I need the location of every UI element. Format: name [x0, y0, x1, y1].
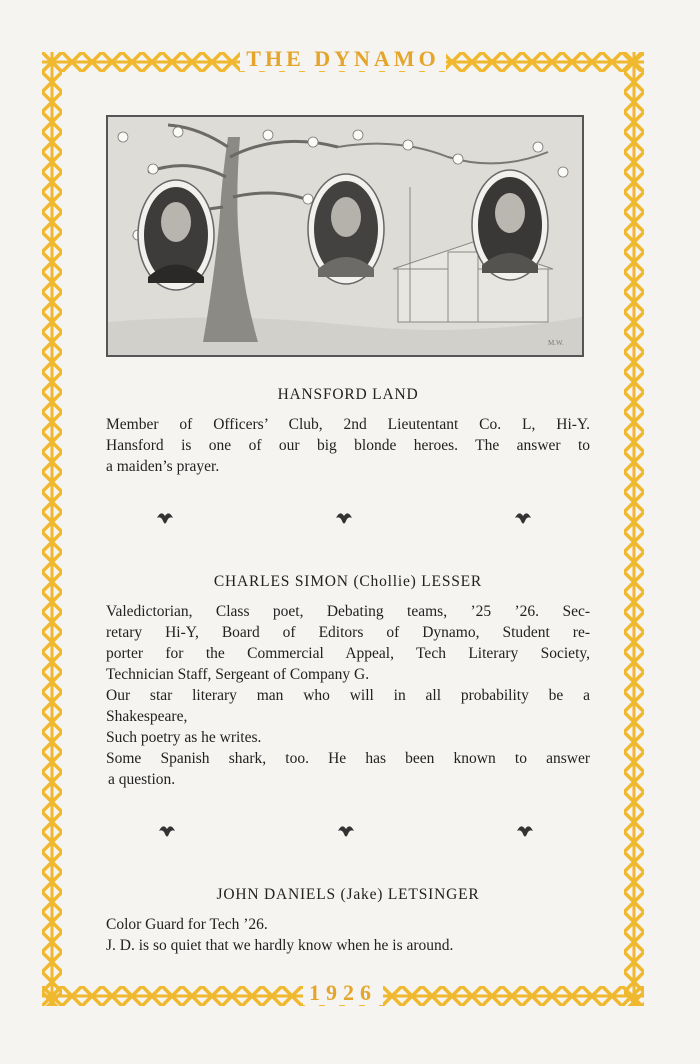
entry-line: J. D. is so quiet that we hardly know when he is around.	[106, 937, 454, 954]
footer-year: 1926	[303, 980, 383, 1005]
holly-ornament-icon	[513, 508, 533, 528]
border-right	[624, 52, 644, 1006]
entry-line: a maiden’s prayer.	[106, 458, 220, 475]
page-footer	[0, 980, 686, 1006]
holly-ornament-icon	[334, 508, 354, 528]
page-header	[0, 46, 686, 72]
holly-ornament-icon	[155, 508, 175, 528]
entry-line: retary Hi-Y, Board of Editors of Dynamo, Student re-	[106, 624, 590, 641]
entry-line: Technician Staff, Sergeant of Company G.	[106, 666, 370, 683]
entry-line: Such poetry as he writes.	[106, 729, 262, 746]
entry-line: Member of Officers’ Club, 2nd Lieutentant Co. L, Hi-Y.	[106, 416, 590, 433]
holly-ornament-icon	[336, 821, 356, 841]
entry-name: HANSFORD LAND	[277, 386, 419, 403]
entry-john-letsinger	[106, 886, 590, 956]
border-left	[42, 52, 62, 1006]
entry-line: Shakespeare,	[106, 708, 188, 725]
header-title: THE DYNAMO	[240, 46, 445, 71]
entry-name: CHARLES SIMON (Chollie) LESSER	[213, 573, 483, 590]
entry-line: Some Spanish shark, too. He has been known to answer	[106, 750, 590, 767]
ornament-row	[0, 508, 686, 528]
svg-text:M.W.: M.W.	[548, 339, 564, 347]
photo-illustration	[106, 115, 584, 357]
ornament-row	[0, 821, 686, 841]
holly-ornament-icon	[157, 821, 177, 841]
entry-charles-lesser	[106, 573, 590, 790]
entry-line: Our star literary man who will in all probability be a	[106, 687, 590, 704]
entry-line: porter for the Commercial Appeal, Tech Literary Society,	[106, 645, 590, 662]
entry-line: Valedictorian, Class poet, Debating teams, ’25 ’26. Sec-	[106, 603, 590, 620]
entry-line: a question.	[108, 771, 176, 788]
entry-hansford-land	[106, 386, 590, 477]
holly-ornament-icon	[515, 821, 535, 841]
entry-name: JOHN DANIELS (Jake) LETSINGER	[216, 886, 480, 903]
entry-line: Color Guard for Tech ’26.	[106, 916, 268, 933]
entry-line: Hansford is one of our big blonde heroes. The answer to	[106, 437, 590, 454]
